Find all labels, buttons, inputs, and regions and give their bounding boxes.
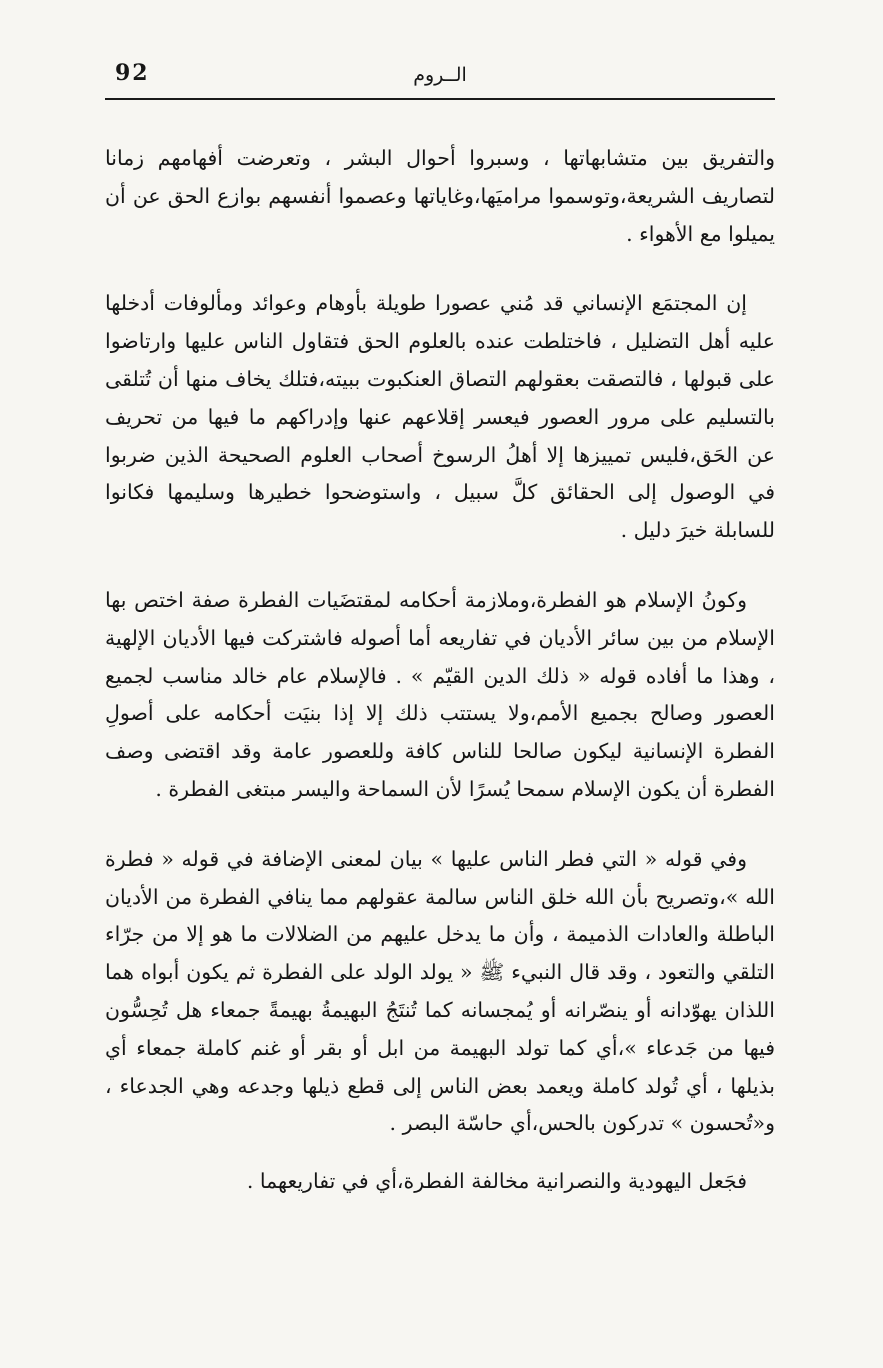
paragraph-4: وفي قوله « التي فطر الناس عليها » بيان لمعنى الإضافة في قوله « فطرة الله »،وتصريح بأن الله خلق الناس سالمة عقولهم مما ينافي الفطرة من الأديان الباطلة والعادات الذميمة ، وأن ما يدخل عليهم من الضلالات ما هو إلا من جرّاء التلقي والتعود ، وقد قال النبيء ﷺ « يولد الولد على الفطرة ثم يكون أبواه هما اللذان يهوّدانه أو ينصّرانه أو يُمجسانه كما تُنتَجُ البهيمةُ بهيمةً جمعاء هل تُحِسُّون فيها من جَدعاء »،أي كما تولد البهيمة من ابل أو بقر أو غنم كاملة جمعاء أي بذيلها ، أي تُولد كاملة ويعمد بعض الناس إلى قطع ذيلها وجدعه وهي الجدعاء ، و«تُحسون » تدركون بالحس،أي حاسّة البصر .: [105, 846, 775, 1136]
page-body: [105, 140, 775, 1201]
paragraph-1: والتفريق بين متشابهاتها ، وسبروا أحوال البشر ، وتعرضت أفهامهم زمانا لتصاريف الشريعة،وتوسموا مراميَها،وغاياتها وعصموا أنفسهم بوازع الحق عن أن يميلوا مع الأهواء .: [105, 146, 775, 246]
page-header: [105, 52, 775, 98]
header-divider: [105, 98, 775, 100]
paragraph-gap: [105, 550, 775, 582]
paragraph-5: فجَعل اليهودية والنصرانية مخالفة الفطرة،أي في تفاريعهما .: [246, 1169, 747, 1194]
paragraph-3: وكونُ الإسلام هو الفطرة،وملازمة أحكامه لمقتضَيات الفطرة صفة اختص بها الإسلام من بين سائر الأديان في تفاريعه أما أصوله فاشتركت فيها الأديان الإلهية ، وهذا ما أفاده قوله « ذلك الدين القيّم » . فالإسلام عام خالد مناسب لجميع العصور وصالح بجميع الأمم،ولا يستتب ذلك إلا إذا بنيَت أحكامه على أصولِ الفطرة الإنسانية ليكون صالحا للناس كافة وللعصور عامة وقد اقتضى وصف الفطرة أن يكون الإسلام سمحا يُسرًا لأن السماحة واليسر مبتغى الفطرة .: [105, 587, 775, 801]
paragraph-gap: [105, 253, 775, 285]
page-number: 92: [115, 60, 150, 86]
paragraph-gap: [105, 1143, 775, 1163]
paragraph-2: إن المجتمَع الإنساني قد مُني عصورا طويلة بأوهام وعوائد ومألوفات أدخلها عليه أهل التضليل ، فاختلطت عنده بالعلوم الحق فتقاول الناس عليها وارتاضوا على قبولها ، فالتصقت بعقولهم التصاق العنكبوت ببيته،فتلك يخاف منها أن تُتلقى بالتسليم على مرور العصور فيعسر إقلاعهم عنها وإدراكهم ما فيها من تحريف عن الحَق،فليس تمييزها إلا أهلُ الرسوخ أصحاب العلوم الصحيحة الذين ضربوا في الوصول إلى الحقائق كلَّ سبيل ، واستوضحوا خطيرها وسليمها فكانوا للسابلة خيرَ دليل .: [105, 291, 775, 543]
running-title: الــروم: [413, 64, 467, 86]
paragraph-gap: [105, 809, 775, 841]
